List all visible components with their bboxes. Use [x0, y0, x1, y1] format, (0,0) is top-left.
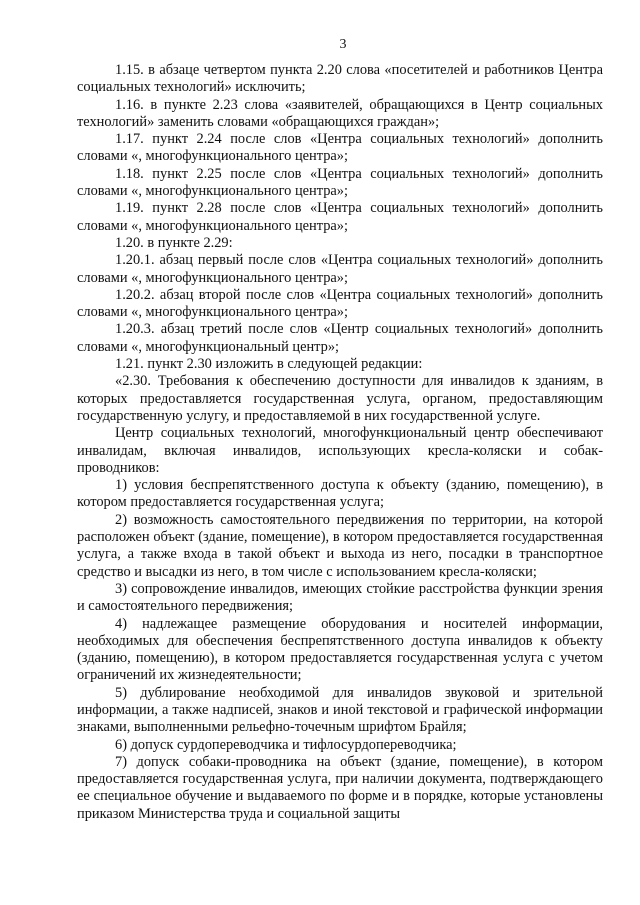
paragraph-1-17: 1.17. пункт 2.24 после слов «Центра социальных технологий» дополнить словами «, многофункционального центра»;: [77, 131, 603, 165]
list-item-4: 4) надлежащее размещение оборудования и носителей информации, необходимых для обеспечения беспрепятственного доступа инвалидов к объекту (зданию, помещению), в котором предоставляется государственная услуга с учетом ограничений их жизнедеятельности;: [77, 615, 603, 684]
paragraph-1-15: 1.15. в абзаце четвертом пункта 2.20 слова «посетителей и работников Центра социальных технологий» исключить;: [77, 62, 603, 96]
paragraph-1-20-1: 1.20.1. абзац первый после слов «Центра социальных технологий» дополнить словами «, многофункционального центра»;: [77, 252, 603, 286]
list-item-2: 2) возможность самостоятельного передвижения по территории, на которой расположен объект (здание, помещение), в котором предоставляется государственная услуга, а также входа в такой объект и выхода из него, посадки в транспортное средство и высадки из него, в том числе с использованием кресла-коляски;: [77, 511, 603, 580]
list-item-6: 6) допуск сурдопереводчика и тифлосурдопереводчика;: [115, 736, 457, 753]
page-number: 3: [339, 37, 347, 52]
paragraph-1-20-3: 1.20.3. абзац третий после слов «Центр социальных технологий» дополнить словами «, многофункциональный центр»;: [77, 321, 603, 355]
paragraph-obligations-intro: Центр социальных технологий, многофункциональный центр обеспечивают инвалидам, включая инвалидов, использующих кресла-коляски и собак-проводников:: [77, 425, 603, 476]
paragraph-1-21: 1.21. пункт 2.30 изложить в следующей редакции:: [115, 356, 423, 373]
paragraph-1-20: 1.20. в пункте 2.29:: [115, 234, 233, 251]
list-item-1: 1) условия беспрепятственного доступа к объекту (зданию, помещению), в котором предоставляется государственная услуга;: [77, 477, 603, 511]
paragraph-1-18: 1.18. пункт 2.25 после слов «Центра социальных технологий» дополнить словами «, многофункционального центра»;: [77, 165, 603, 200]
paragraph-1-16: 1.16. в пункте 2.23 слова «заявителей, обращающихся в Центр социальных технологий» заменить словами «обращающихся граждан»;: [77, 96, 603, 130]
paragraph-2-30-intro: «2.30. Требования к обеспечению доступности для инвалидов к зданиям, в которых предоставляется государственная услуга, органом, предоставляющим государственную услугу, и предоставляемой в них государственной услуге.: [77, 373, 603, 424]
list-item-5: 5) дублирование необходимой для инвалидов звуковой и зрительной информации, а также надписей, знаков и иной текстовой и графической информации знаками, выполненными рельефно-точечным шрифтом Брайля;: [77, 684, 603, 736]
paragraph-1-19: 1.19. пункт 2.28 после слов «Центра социальных технологий» дополнить словами «, многофункционального центра»;: [77, 200, 603, 234]
list-item-7: 7) допуск собаки-проводника на объект (здание, помещение), в котором предоставляется государственная услуга, при наличии документа, подтверждающего ее специальное обучение и выдаваемого по форме и в порядке, которые установлены приказом Министерства труда и социальной защиты: [77, 753, 603, 822]
paragraph-1-20-2: 1.20.2. абзац второй после слов «Центра социальных технологий» дополнить словами «, многофункционального центра»;: [77, 286, 603, 321]
list-item-3: 3) сопровождение инвалидов, имеющих стойкие расстройства функции зрения и самостоятельного передвижения;: [77, 580, 603, 615]
document-body: [77, 62, 603, 823]
